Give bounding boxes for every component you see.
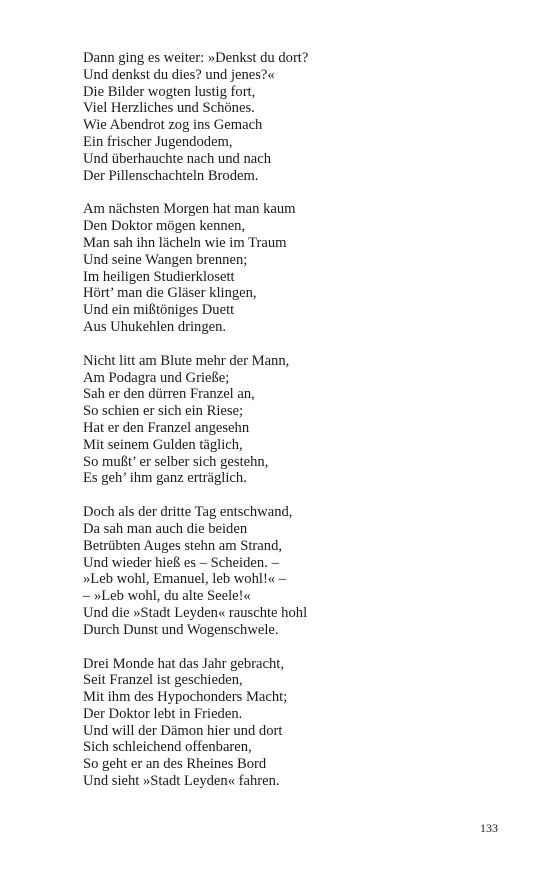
poem-line: – »Leb wohl, du alte Seele!« xyxy=(83,588,251,605)
poem-line: Der Pillenschachteln Brodem. xyxy=(83,167,259,184)
poem-line: Und ein mißtöniges Duett xyxy=(83,302,235,319)
poem-line: Die Bilder wogten lustig fort, xyxy=(83,83,256,100)
poem-line: Durch Dunst und Wogenschwele. xyxy=(83,621,279,638)
stanza-2 xyxy=(83,201,503,335)
poem-line: Hat er den Franzel angesehn xyxy=(83,419,250,436)
poem-line: Doch als der dritte Tag entschwand, xyxy=(83,504,293,521)
poem-line: Aus Uhukehlen dringen. xyxy=(83,318,227,335)
poem-line: Mit ihm des Hypochonders Macht; xyxy=(83,689,288,706)
poem-line: Seit Franzel ist geschieden, xyxy=(83,672,243,689)
poem-line: Sah er den dürren Franzel an, xyxy=(83,386,255,403)
poem-line: Im heiligen Studierklosett xyxy=(83,268,235,285)
poem-line: Dann ging es weiter: »Denkst du dort? xyxy=(83,50,309,66)
poem-line: Und denkst du dies? und jenes?« xyxy=(83,66,275,83)
poem-line: »Leb wohl, Emanuel, leb wohl!« – xyxy=(83,571,287,588)
poem-line: Ein frischer Jugendodem, xyxy=(83,133,233,150)
poem-text xyxy=(83,50,503,807)
poem-line: Und seine Wangen brennen; xyxy=(83,251,248,268)
poem-line: Und überhauchte nach und nach xyxy=(83,150,272,167)
poem-line: Da sah man auch die beiden xyxy=(83,520,248,537)
poem-line: Nicht litt am Blute mehr der Mann, xyxy=(83,352,290,369)
poem-line: Betrübten Auges stehn am Strand, xyxy=(83,537,283,554)
poem-line: So schien er sich ein Riese; xyxy=(83,403,244,420)
poem-line: Man sah ihn lächeln wie im Traum xyxy=(83,234,287,251)
stanza-4 xyxy=(83,504,503,638)
poem-line: Sich schleichend offenbaren, xyxy=(83,739,252,756)
poem-line: Drei Monde hat das Jahr gebracht, xyxy=(83,655,284,672)
poem-line: Der Doktor lebt in Frieden. xyxy=(83,705,243,722)
poem-line: Am Podagra und Grieße; xyxy=(83,369,230,386)
poem-line: Es geh’ ihm ganz erträglich. xyxy=(83,470,247,487)
page-number: 133 xyxy=(480,821,498,835)
poem-line: Hört’ man die Gläser klingen, xyxy=(83,285,257,302)
poem-line: So mußt’ er selber sich gestehn, xyxy=(83,453,269,470)
poem-line: So geht er an des Rheines Bord xyxy=(83,756,267,773)
poem-line: Und wieder hieß es – Scheiden. – xyxy=(83,554,279,571)
poem-line: Mit seinem Gulden täglich, xyxy=(83,436,243,453)
poem-line: Und die »Stadt Leyden« rauschte hohl xyxy=(83,604,308,621)
poem-line: Wie Abendrot zog ins Gemach xyxy=(83,117,263,134)
poem-line: Und sieht »Stadt Leyden« fahren. xyxy=(83,773,280,790)
stanza-1 xyxy=(83,50,503,184)
poem-line: Und will der Dämon hier und dort xyxy=(83,722,283,739)
poem-line: Viel Herzliches und Schönes. xyxy=(83,100,255,117)
poem-line: Am nächsten Morgen hat man kaum xyxy=(83,201,296,218)
stanza-5 xyxy=(83,656,503,790)
poem-line: Den Doktor mögen kennen, xyxy=(83,218,246,235)
stanza-3 xyxy=(83,353,503,487)
